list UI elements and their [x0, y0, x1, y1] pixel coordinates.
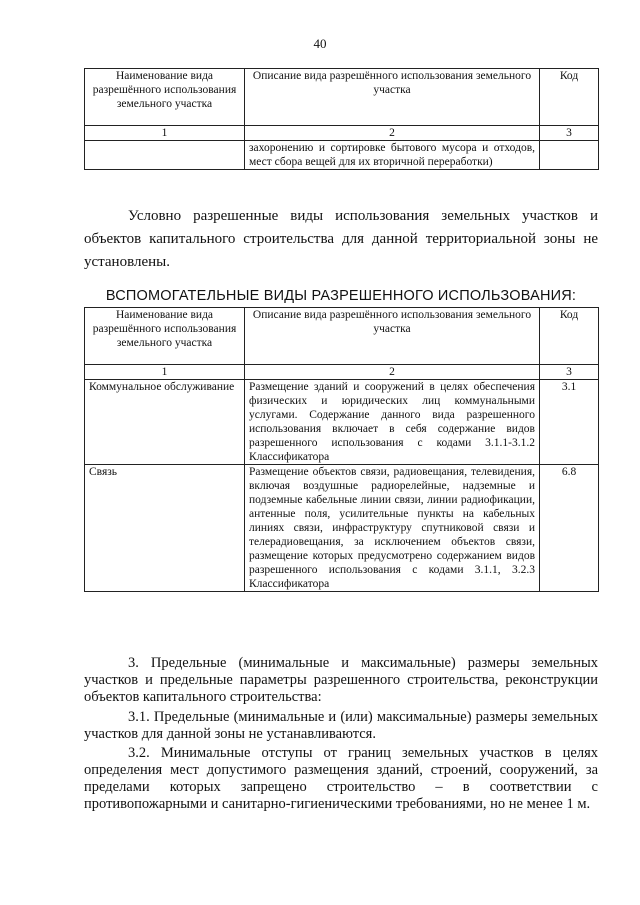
table-row [85, 465, 599, 592]
paragraph-3: 3. Предельные (минимальные и максимальные) размеры земельных участков и предельные параметры разрешенного строительства, реконструкции объектов капитального строительства: [84, 655, 598, 705]
page-number: 40 [313, 36, 327, 51]
header-code-cell: Код [540, 308, 599, 365]
auxiliary-uses-heading: ВСПОМОГАТЕЛЬНЫЕ ВИДЫ РАЗРЕШЕННОГО ИСПОЛЬЗОВАНИЯ: [105, 288, 577, 304]
land-use-table-continued [84, 68, 599, 170]
row-name-cell: Коммунальное обслуживание [85, 380, 245, 465]
table-header-row [85, 69, 599, 126]
row-name-cell: Связь [85, 465, 245, 592]
table-row [85, 380, 599, 465]
column-number-3: 3 [540, 365, 599, 380]
column-number-1: 1 [85, 126, 245, 141]
header-code-cell: Код [540, 69, 599, 126]
row-code-cell: 6.8 [540, 465, 599, 592]
header-description-cell: Описание вида разрешённого использования земельного участка [245, 69, 540, 126]
row-description-cell: захоронению и сортировке бытового мусора и отходов, мест сбора вещей для их вторичной переработки) [245, 141, 540, 170]
table-header-row [85, 308, 599, 365]
header-name-cell: Наименование вида разрешённого использования земельного участка [85, 69, 245, 126]
row-description-cell: Размещение зданий и сооружений в целях обеспечения физических и юридических лиц коммунальными услугами. Содержание данного вида разрешенного использования включает в себя содержание видов разрешенного использования с кодами 3.1.1-3.1.2 Классификатора [245, 380, 540, 465]
row-name-cell [85, 141, 245, 170]
header-description-cell: Описание вида разрешённого использования земельного участка [245, 308, 540, 365]
row-code-cell: 3.1 [540, 380, 599, 465]
paragraph-3-1: 3.1. Предельные (минимальные и (или) максимальные) размеры земельных участков для данной зоны не устанавливаются. [84, 709, 598, 742]
table-column-number-row [85, 365, 599, 380]
column-number-1: 1 [85, 365, 245, 380]
row-code-cell [540, 141, 599, 170]
table-column-number-row [85, 126, 599, 141]
paragraph-3-2: 3.2. Минимальные отступы от границ земельных участков в целях определения мест допустимого размещения зданий, строений, сооружений, за пределами которых запрещено строительство – в соответствии с противопожарными и санитарно-гигиеническими требованиями, но не менее 1 м. [84, 745, 598, 812]
row-description-cell: Размещение объектов связи, радиовещания, телевидения, включая воздушные радиорелейные, надземные и подземные кабельные линии связи, линии радиофикации, антенные поля, усилительные пункты на кабельных линиях связи, инфраструктуру спутниковой связи и телерадиовещания, за исключением объектов связи, размещение которых предусмотрено содержанием видов разрешенного использования с кодами 3.1.1, 3.2.3 Классификатора [245, 465, 540, 592]
header-name-cell: Наименование вида разрешённого использования земельного участка [85, 308, 245, 365]
table-row [85, 141, 599, 170]
column-number-2: 2 [245, 365, 540, 380]
column-number-3: 3 [540, 126, 599, 141]
auxiliary-uses-table [84, 307, 599, 592]
column-number-2: 2 [245, 126, 540, 141]
conditional-uses-paragraph: Условно разрешенные виды использования земельных участков и объектов капитального строительства для данной территориальной зоны не установлены. [84, 208, 598, 270]
